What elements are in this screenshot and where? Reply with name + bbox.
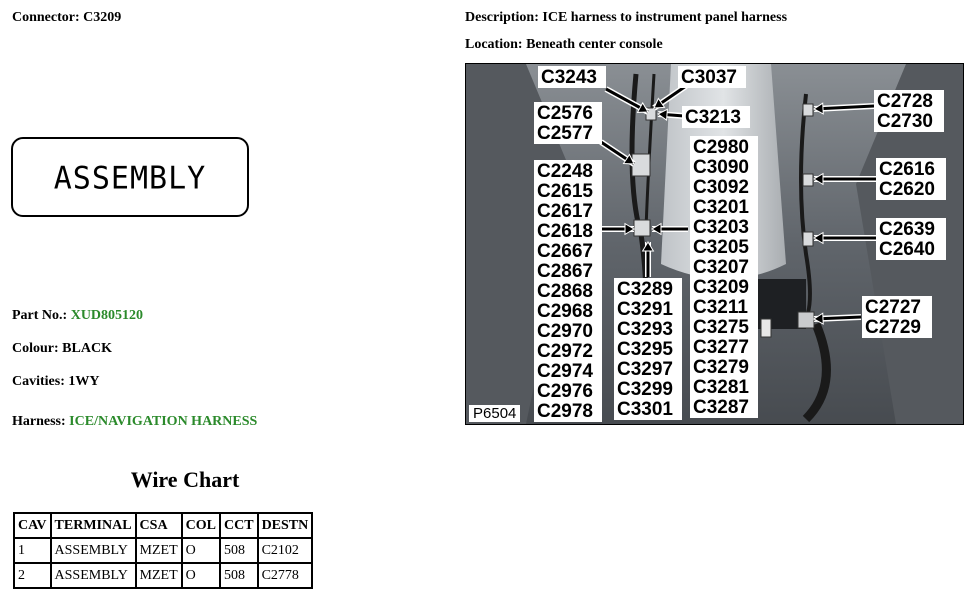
cell-cav: 2 xyxy=(14,563,51,588)
callout-group-left-label: C2970 xyxy=(537,321,593,342)
callout-group-mid-label: C3301 xyxy=(617,399,673,420)
callout-group-mid-label: C3299 xyxy=(617,379,673,400)
assembly-image-box xyxy=(11,137,249,217)
header-destn: DESTN xyxy=(258,513,313,538)
header-cct: CCT xyxy=(220,513,258,538)
callout-group-left-label: C2968 xyxy=(537,301,593,322)
connector-value: C3209 xyxy=(83,10,122,25)
photo-reference: P6504 xyxy=(469,405,520,422)
cell-col: O xyxy=(182,538,220,563)
wire-chart-header-row xyxy=(14,513,312,538)
photo-connector-2727 xyxy=(798,312,814,328)
description-label: Description: xyxy=(465,10,539,25)
header-terminal: TERMINAL xyxy=(51,513,136,538)
callout-group-center-label: C3275 xyxy=(693,317,749,338)
callout-group-center-label: C3092 xyxy=(693,177,749,198)
cell-terminal: ASSEMBLY xyxy=(51,538,136,563)
cell-destn: C2102 xyxy=(258,538,313,563)
callout-group-left-label: C2248 xyxy=(537,161,593,182)
assembly-label: ASSEMBLY xyxy=(53,160,207,197)
cell-cav: 1 xyxy=(14,538,51,563)
callout-c3037-label: C3037 xyxy=(681,67,737,88)
callout-group-left-label: C2615 xyxy=(537,181,593,202)
callout-c3243-label: C3243 xyxy=(541,67,597,88)
photo-connector-2639 xyxy=(803,232,813,246)
callout-group-center-label: C3090 xyxy=(693,157,749,178)
callout-group-2616-label: C2616 xyxy=(879,159,935,180)
callout-group-2727-label: C2727 xyxy=(865,297,921,318)
part-no-link[interactable]: XUD805120 xyxy=(70,308,144,323)
colour-label: Colour: xyxy=(12,341,59,356)
photo-connector-2616 xyxy=(803,174,813,186)
callout-group-center-label: C3211 xyxy=(693,297,748,318)
photo-connector-2728 xyxy=(803,104,813,116)
header-col: COL xyxy=(182,513,220,538)
harness-label: Harness: xyxy=(12,414,66,429)
callout-group-mid-label: C3291 xyxy=(617,299,673,320)
location-photo xyxy=(465,63,964,425)
callout-c3213-label: C3213 xyxy=(685,107,741,128)
callout-group-center-label: C3281 xyxy=(693,377,749,398)
photo-connector-small xyxy=(761,319,771,337)
photo-connector-2618 xyxy=(634,220,650,236)
harness-link[interactable]: ICE/NAVIGATION HARNESS xyxy=(69,414,258,429)
callout-group-left-label: C2976 xyxy=(537,381,593,402)
description-value: ICE harness to instrument panel harness xyxy=(542,10,788,25)
callout-group-left-label: C2974 xyxy=(537,361,593,382)
table-row xyxy=(14,563,312,588)
cell-terminal: ASSEMBLY xyxy=(51,563,136,588)
callout-group-mid-label: C3295 xyxy=(617,339,673,360)
part-no-label: Part No.: xyxy=(12,308,68,323)
callout-group-center-label: C2980 xyxy=(693,137,749,158)
callout-group-2728-label: C2728 xyxy=(877,91,933,112)
table-row xyxy=(14,538,312,563)
callout-group-mid-label: C3297 xyxy=(617,359,673,380)
harness-row xyxy=(12,414,257,430)
cell-csa: MZET xyxy=(136,563,182,588)
callout-group-left-label: C2978 xyxy=(537,401,593,422)
callout-group-left-label: C2618 xyxy=(537,221,593,242)
connector-row xyxy=(12,10,121,26)
callout-group-left-label: C2867 xyxy=(537,261,593,282)
part-no-row xyxy=(12,308,143,324)
callout-group-center-label: C3205 xyxy=(693,237,749,258)
callout-group-center-label: C3209 xyxy=(693,277,749,298)
location-row xyxy=(465,37,663,53)
callout-group-center-label: C3277 xyxy=(693,337,749,358)
colour-row xyxy=(12,341,112,357)
callout-group-2727-label: C2729 xyxy=(865,317,921,338)
wire-chart-title: Wire Chart xyxy=(130,467,240,492)
callout-group-2728-label: C2730 xyxy=(877,111,933,132)
photo-connector-2576 xyxy=(632,154,650,176)
callout-group-mid-label: C3289 xyxy=(617,279,673,300)
callout-group-left-label: C2868 xyxy=(537,281,593,302)
cell-destn: C2778 xyxy=(258,563,313,588)
callout-group-2639-label: C2640 xyxy=(879,239,935,260)
callout-group-left-label: C2617 xyxy=(537,201,593,222)
callout-group-center-label: C3201 xyxy=(693,197,749,218)
callout-group-left-label: C2972 xyxy=(537,341,593,362)
cavities-label: Cavities: xyxy=(12,374,65,389)
callout-group-2576-label: C2577 xyxy=(537,123,593,144)
cell-cct: 508 xyxy=(220,538,258,563)
cell-col: O xyxy=(182,563,220,588)
cavities-value: 1WY xyxy=(68,374,100,389)
callout-group-2576-label: C2576 xyxy=(537,103,593,124)
callout-group-mid-label: C3293 xyxy=(617,319,673,340)
location-photo-svg xyxy=(466,64,963,424)
cell-csa: MZET xyxy=(136,538,182,563)
callout-group-2616-label: C2620 xyxy=(879,179,935,200)
callout-group-center-label: C3203 xyxy=(693,217,749,238)
description-row xyxy=(465,10,787,26)
callout-group-left-label: C2667 xyxy=(537,241,593,262)
location-label: Location: xyxy=(465,37,523,52)
header-cav: CAV xyxy=(14,513,51,538)
cavities-row xyxy=(12,374,100,390)
connector-label: Connector: xyxy=(12,10,80,25)
header-csa: CSA xyxy=(136,513,182,538)
callout-group-2639-label: C2639 xyxy=(879,219,935,240)
location-value: Beneath center console xyxy=(526,37,663,52)
callout-group-center-label: C3287 xyxy=(693,397,749,418)
colour-value: BLACK xyxy=(62,341,112,356)
wire-chart-table xyxy=(13,512,313,589)
callout-group-center-label: C3207 xyxy=(693,257,749,278)
callout-group-center-label: C3279 xyxy=(693,357,749,378)
cell-cct: 508 xyxy=(220,563,258,588)
